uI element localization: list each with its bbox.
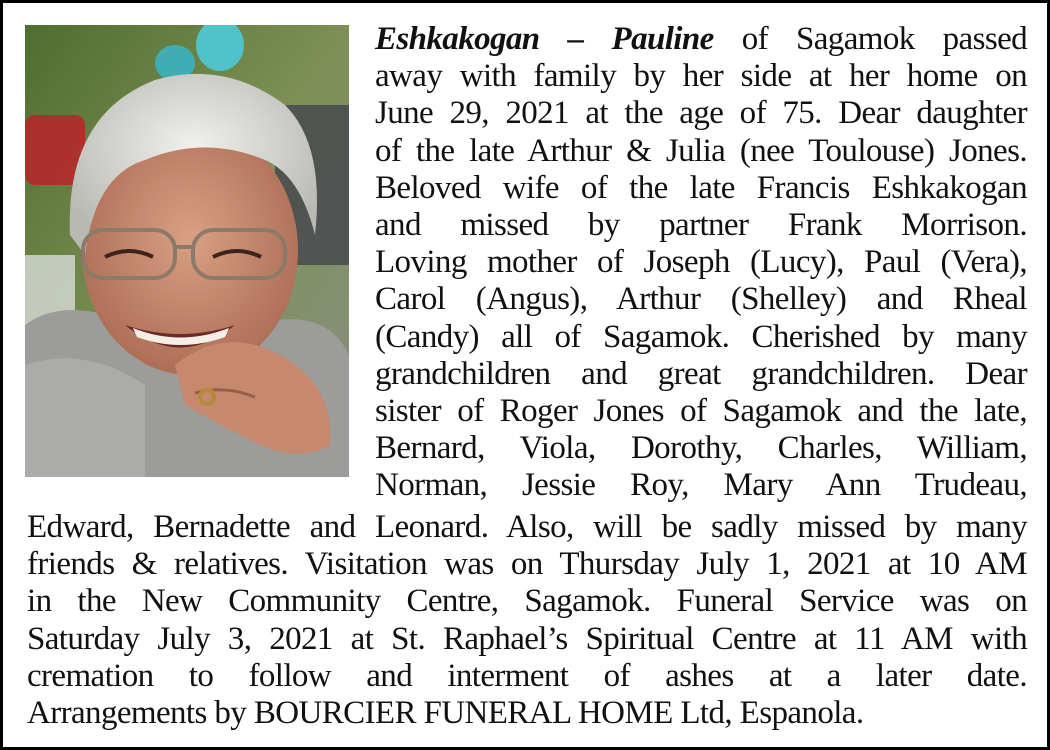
obituary-line: Norman, Jessie Roy, Mary Ann Trudeau, [375,467,1027,504]
obituary-line: away with family by her side at her home on [375,58,1027,95]
obituary-line: sister of Roger Jones of Sagamok and the late, [375,393,1027,430]
obituary-line: Beloved wife of the late Francis Eshkakogan [375,169,1027,206]
obituary-line: of the late Arthur & Julia (nee Toulouse) Jones. [375,132,1027,169]
obituary-line-text: of Sagamok passed [713,21,1028,57]
obituary-line: Bernard, Viola, Dorothy, Charles, William, [375,430,1027,467]
obituary-text-upper [375,21,1027,505]
obituary-line: and missed by partner Frank Morrison. [375,207,1027,244]
deceased-given-name: Pauline [611,21,714,57]
obituary-line: friends & relatives. Visitation was on Thursday July 1, 2021 at 10 AM [27,546,1027,583]
obituary-line: (Candy) all of Sagamok. Cherished by many [375,318,1027,355]
obituary-line [375,21,1027,58]
obituary-line: Loving mother of Joseph (Lucy), Paul (Vera), [375,244,1027,281]
name-dash: – [539,21,612,57]
portrait-photo [25,25,349,477]
obituary-text-lower [27,509,1027,732]
obituary-line: Edward, Bernadette and Leonard. Also, will be sadly missed by many [27,509,1027,545]
obituary-line: grandchildren and great grandchildren. Dear [375,355,1027,392]
obituary-line: June 29, 2021 at the age of 75. Dear daughter [375,95,1027,132]
obituary-line: cremation to follow and interment of ashes at a later date. [27,657,1027,694]
deceased-surname: Eshkakogan [375,21,540,57]
obituary-line: Saturday July 3, 2021 at St. Raphael’s Spiritual Centre at 11 AM with [27,620,1027,657]
obituary-line: in the New Community Centre, Sagamok. Funeral Service was on [27,583,1027,620]
obituary-line: Carol (Angus), Arthur (Shelley) and Rheal [375,281,1027,318]
obituary-line: Arrangements by BOURCIER FUNERAL HOME Ltd, Espanola. [27,695,864,732]
